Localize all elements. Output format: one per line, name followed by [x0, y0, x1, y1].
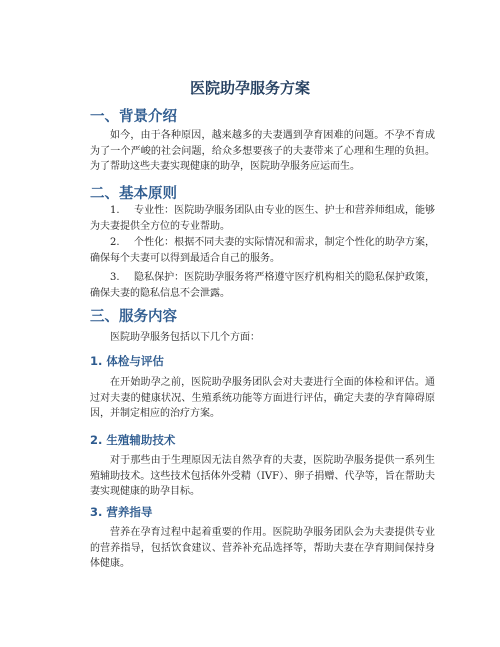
- subsection-heading-art: 2. 生殖辅助技术: [90, 433, 176, 447]
- nutrition-paragraph: 营养在孕育过程中起着重要的作用。医院助孕服务团队会为夫妻提供专业的营养指导，包括饮食建议、营养补充品选择等，帮助夫妻在孕育期间保持身体健康。: [90, 527, 435, 569]
- principle-text: 专业性：医院助孕服务团队由专业的医生、护士和营养师组成，能够为夫妻提供全方位的专业帮助。: [90, 205, 435, 232]
- subsection-heading-checkup: 1. 体检与评估: [90, 354, 164, 368]
- subsection-heading-nutrition: 3. 营养指导: [90, 505, 153, 519]
- principle-item: [90, 270, 435, 301]
- checkup-paragraph: 在开始助孕之前，医院助孕服务团队会对夫妻进行全面的体检和评估。通过对夫妻的健康状况、生殖系统功能等方面进行评估，确定夫妻的孕育障碍原因，并制定相应的治疗方案。: [90, 377, 435, 419]
- document-title: 医院助孕服务方案: [189, 79, 310, 97]
- principle-text: 个性化：根据不同夫妻的实际情况和需求，制定个性化的助孕方案，确保每个夫妻可以得到最适合自己的服务。: [90, 237, 435, 264]
- principle-item: [90, 203, 435, 234]
- content-intro: 医院助孕服务包括以下几个方面：: [110, 332, 260, 343]
- principle-item: [90, 235, 435, 266]
- section-heading-principles: 二、基本原则: [90, 186, 177, 202]
- section-heading-content: 三、服务内容: [90, 309, 177, 325]
- background-paragraph: 如今，由于各种原因，越来越多的夫妻遇到孕育困难的问题。不孕不育成为了一个严峻的社会问题，给众多想要孩子的夫妻带来了心理和生理的负担。为了帮助这些夫妻实现健康的助孕，医院助孕服务应运而生。: [90, 130, 435, 172]
- principle-text: 隐私保护：医院助孕服务将严格遵守医疗机构相关的隐私保护政策，确保夫妻的隐私信息不会泄露。: [90, 272, 435, 299]
- principle-number: 2.: [110, 237, 120, 248]
- art-paragraph: 对于那些由于生理原因无法自然孕育的夫妻，医院助孕服务提供一系列生殖辅助技术。这些技术包括体外受精（IVF）、卵子捐赠、代孕等，旨在帮助夫妻实现健康的助孕目标。: [90, 455, 435, 497]
- principle-number: 3.: [110, 272, 120, 283]
- section-heading-background: 一、背景介绍: [90, 109, 177, 125]
- principle-number: 1.: [110, 205, 120, 216]
